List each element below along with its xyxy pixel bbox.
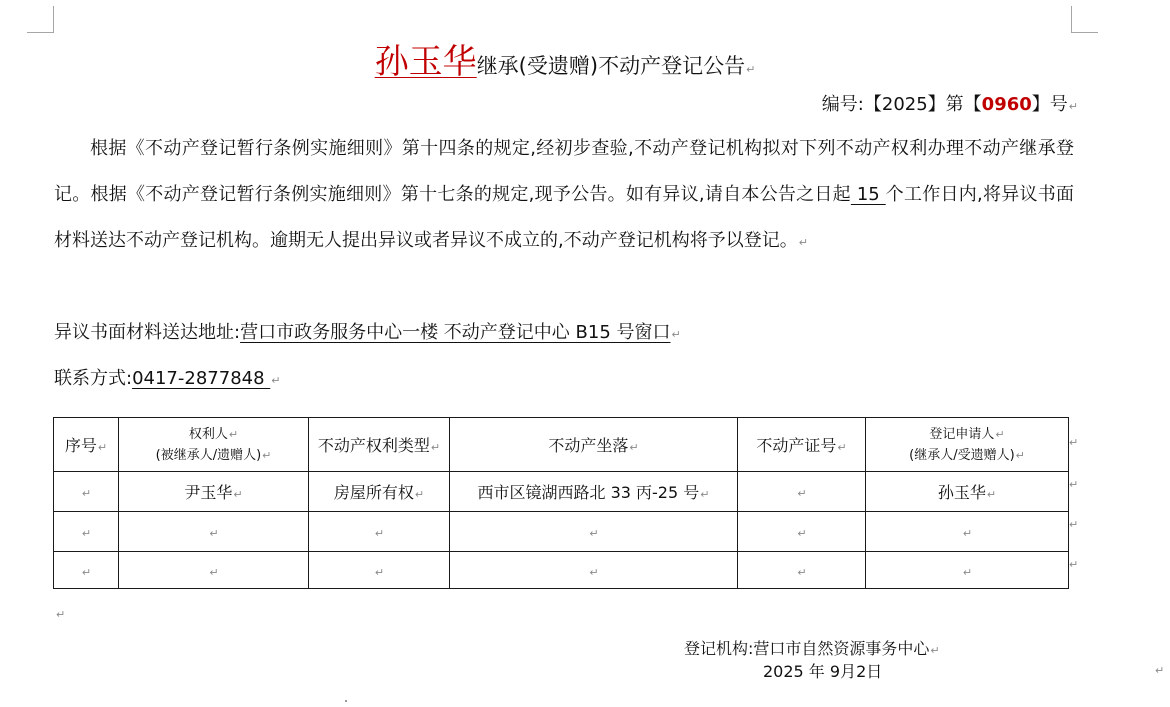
- title-text: 继承(受遗赠)不动产登记公告: [476, 54, 746, 78]
- contact-value: 0417-2877848: [132, 368, 271, 389]
- header-right-type: 不动产权利类型↵: [309, 418, 450, 472]
- table-row: [54, 552, 1069, 589]
- page-corner-mark-top-left: [27, 6, 54, 33]
- docno-prefix: 编号:【2025】第【: [821, 94, 982, 115]
- objection-address: [54, 310, 1074, 358]
- header-seq: 序号↵: [54, 418, 119, 472]
- paragraph-mark: ↵: [1155, 664, 1165, 677]
- row-end-mark: ↵: [1069, 436, 1079, 449]
- cell-cert-no: ↵: [738, 552, 866, 589]
- cell-seq: ↵: [54, 512, 119, 552]
- cell-holder: ↵: [119, 552, 309, 589]
- paragraph-mark: ↵: [671, 328, 681, 341]
- contact-label: 联系方式:: [54, 368, 133, 389]
- cell-location: 西市区镜湖西路北 33 丙-25 号↵: [450, 472, 738, 512]
- docno-number: 0960: [981, 94, 1032, 115]
- cell-seq: ↵: [54, 552, 119, 589]
- cell-cert-no: ↵: [738, 512, 866, 552]
- cell-cert-no: ↵: [738, 472, 866, 512]
- paragraph-mark: ↵: [798, 236, 808, 249]
- cell-holder: 尹玉华↵: [119, 472, 309, 512]
- paragraph-mark: ↵: [56, 608, 66, 621]
- table-row: [54, 512, 1069, 552]
- header-location: 不动产坐落↵: [450, 418, 738, 472]
- docno-suffix: 】号: [1031, 94, 1068, 115]
- header-applicant: 登记申请人↵ (继承人/受遗赠人)↵: [866, 418, 1069, 472]
- row-end-mark: ↵: [1069, 518, 1079, 531]
- cell-holder: ↵: [119, 512, 309, 552]
- table-header-row: [54, 418, 1069, 472]
- working-days-value: 15: [850, 184, 886, 205]
- address-label: 异议书面材料送达地址:: [54, 322, 241, 343]
- notice-body: [54, 126, 1074, 266]
- signature-organization: [684, 636, 940, 659]
- header-right-holder: 权利人↵ (被继承人/遗赠人)↵: [119, 418, 309, 472]
- org-name: 营口市自然资源事务中心: [753, 639, 930, 658]
- cell-applicant: ↵: [866, 512, 1069, 552]
- row-end-mark: ↵: [1069, 478, 1079, 491]
- contact-info: [54, 356, 1074, 404]
- title-person-name: 孙玉华: [374, 42, 477, 82]
- cell-right-type: ↵: [309, 512, 450, 552]
- header-cert-no: 不动产证号↵: [738, 418, 866, 472]
- paragraph-mark: ↵: [930, 644, 940, 657]
- stray-dot: [345, 700, 347, 702]
- cell-applicant: 孙玉华↵: [866, 472, 1069, 512]
- document-number: [822, 90, 1078, 116]
- cell-location: ↵: [450, 512, 738, 552]
- signature-date: 2025 年 9月2日: [763, 662, 883, 681]
- table-row: [54, 472, 1069, 512]
- paragraph-mark: ↵: [746, 63, 756, 76]
- paragraph-mark: ↵: [271, 374, 281, 387]
- body-text-before: 根据《不动产登记暂行条例实施细则》第十四条的规定,经初步查验,不动产登记机构拟对下列不动产权利办理不动产继承登记。根据《不动产登记暂行条例实施细则》第十七条的规定,现予公告。如有异议,请自本公告之日起: [54, 138, 1074, 205]
- page-corner-mark-top-right: [1071, 6, 1098, 33]
- org-label: 登记机构:: [684, 639, 754, 658]
- row-end-mark: ↵: [1069, 558, 1079, 571]
- registration-table: [53, 417, 1069, 589]
- cell-seq: ↵: [54, 472, 119, 512]
- notice-title: [0, 34, 1130, 83]
- cell-location: ↵: [450, 552, 738, 589]
- cell-right-type: ↵: [309, 552, 450, 589]
- cell-right-type: 房屋所有权↵: [309, 472, 450, 512]
- address-value: 营口市政务服务中心一楼 不动产登记中心 B15 号窗口: [240, 322, 671, 343]
- cell-applicant: ↵: [866, 552, 1069, 589]
- body-text-after: 个工作日内,将异议书面材料送达不动产登记机构。逾期无人提出异议或者异议不成立的,不动产登记机构将予以登记。: [54, 184, 1074, 251]
- paragraph-mark: ↵: [1068, 100, 1078, 113]
